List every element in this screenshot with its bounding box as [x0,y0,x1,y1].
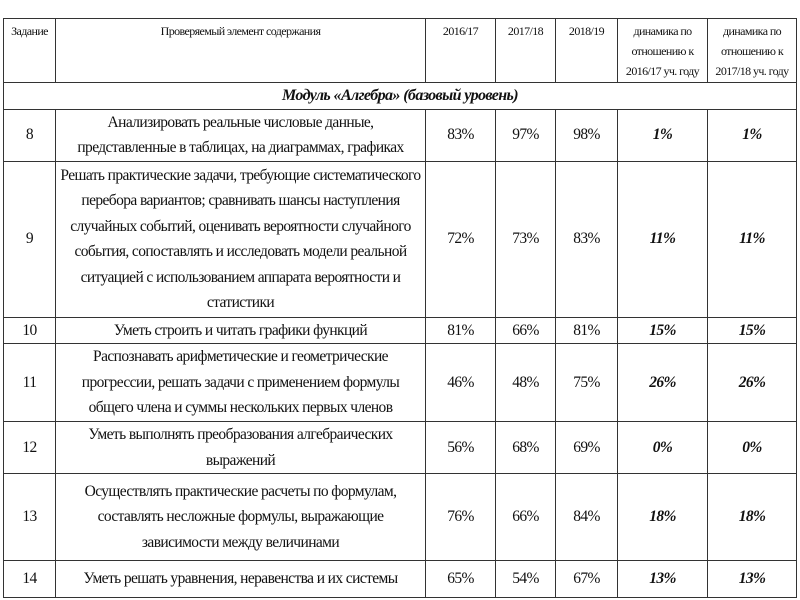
cell-dyn2: 1% [708,109,797,161]
cell-task: 10 [4,317,56,344]
cell-dyn1: 13% [618,561,708,598]
cell-y2017: 66% [496,317,556,344]
header-dynamics-2016-17: динамика по отношению к 2016/17 уч. году [618,19,708,83]
cell-dyn1: 11% [618,161,708,317]
cell-y2016: 83% [426,109,496,161]
cell-task: 13 [4,474,56,561]
cell-y2017: 66% [496,474,556,561]
cell-dyn1: 15% [618,317,708,344]
header-dynamics-2017-18: динамика по отношению к 2017/18 уч. году [708,19,797,83]
cell-dyn1: 0% [618,422,708,474]
cell-element: Анализировать реальные числовые данные, представленные в таблицах, на диаграммах, графиках [56,109,426,161]
cell-task: 9 [4,161,56,317]
cell-y2016: 76% [426,474,496,561]
table-row [4,317,797,344]
cell-y2016: 65% [426,561,496,598]
module-title: Модуль «Алгебра» (базовый уровень) [4,83,797,110]
results-table [3,18,797,598]
cell-y2016: 46% [426,344,496,422]
cell-element: Распознавать арифметические и геометрические прогрессии, решать задачи с применением формулы общего члена и суммы нескольких первых членов [56,344,426,422]
cell-y2016: 81% [426,317,496,344]
cell-y2018: 84% [556,474,618,561]
cell-dyn2: 18% [708,474,797,561]
cell-y2017: 68% [496,422,556,474]
module-row [4,83,797,110]
cell-task: 11 [4,344,56,422]
cell-y2018: 83% [556,161,618,317]
table-row [4,561,797,598]
cell-dyn2: 13% [708,561,797,598]
header-2017-18: 2017/18 [496,19,556,83]
header-task: Задание [4,19,56,83]
cell-y2018: 69% [556,422,618,474]
cell-y2017: 97% [496,109,556,161]
header-element: Проверяемый элемент содержания [56,19,426,83]
table-row [4,161,797,317]
cell-y2017: 48% [496,344,556,422]
header-2018-19: 2018/19 [556,19,618,83]
cell-y2018: 75% [556,344,618,422]
cell-y2017: 73% [496,161,556,317]
cell-y2018: 98% [556,109,618,161]
table-row [4,344,797,422]
table-row [4,109,797,161]
cell-dyn2: 11% [708,161,797,317]
cell-y2016: 72% [426,161,496,317]
table-row [4,422,797,474]
cell-element: Уметь строить и читать графики функций [56,317,426,344]
cell-y2016: 56% [426,422,496,474]
cell-dyn2: 26% [708,344,797,422]
cell-task: 12 [4,422,56,474]
header-row [4,19,797,83]
cell-dyn1: 26% [618,344,708,422]
cell-dyn2: 15% [708,317,797,344]
cell-task: 8 [4,109,56,161]
table-row [4,474,797,561]
cell-element: Уметь выполнять преобразования алгебраических выражений [56,422,426,474]
cell-y2018: 81% [556,317,618,344]
cell-y2017: 54% [496,561,556,598]
cell-dyn1: 18% [618,474,708,561]
cell-task: 14 [4,561,56,598]
cell-y2018: 67% [556,561,618,598]
cell-element: Осуществлять практические расчеты по формулам, составлять несложные формулы, выражающие зависимости между величинами [56,474,426,561]
cell-element: Уметь решать уравнения, неравенства и их системы [56,561,426,598]
cell-element: Решать практические задачи, требующие систематического перебора вариантов; сравнивать шансы наступления случайных событий, оценивать вероятности случайного события, сопоставлять и исследовать модели реальной ситуацией с использованием аппарата вероятности и статистики [56,161,426,317]
cell-dyn1: 1% [618,109,708,161]
header-2016-17: 2016/17 [426,19,496,83]
cell-dyn2: 0% [708,422,797,474]
